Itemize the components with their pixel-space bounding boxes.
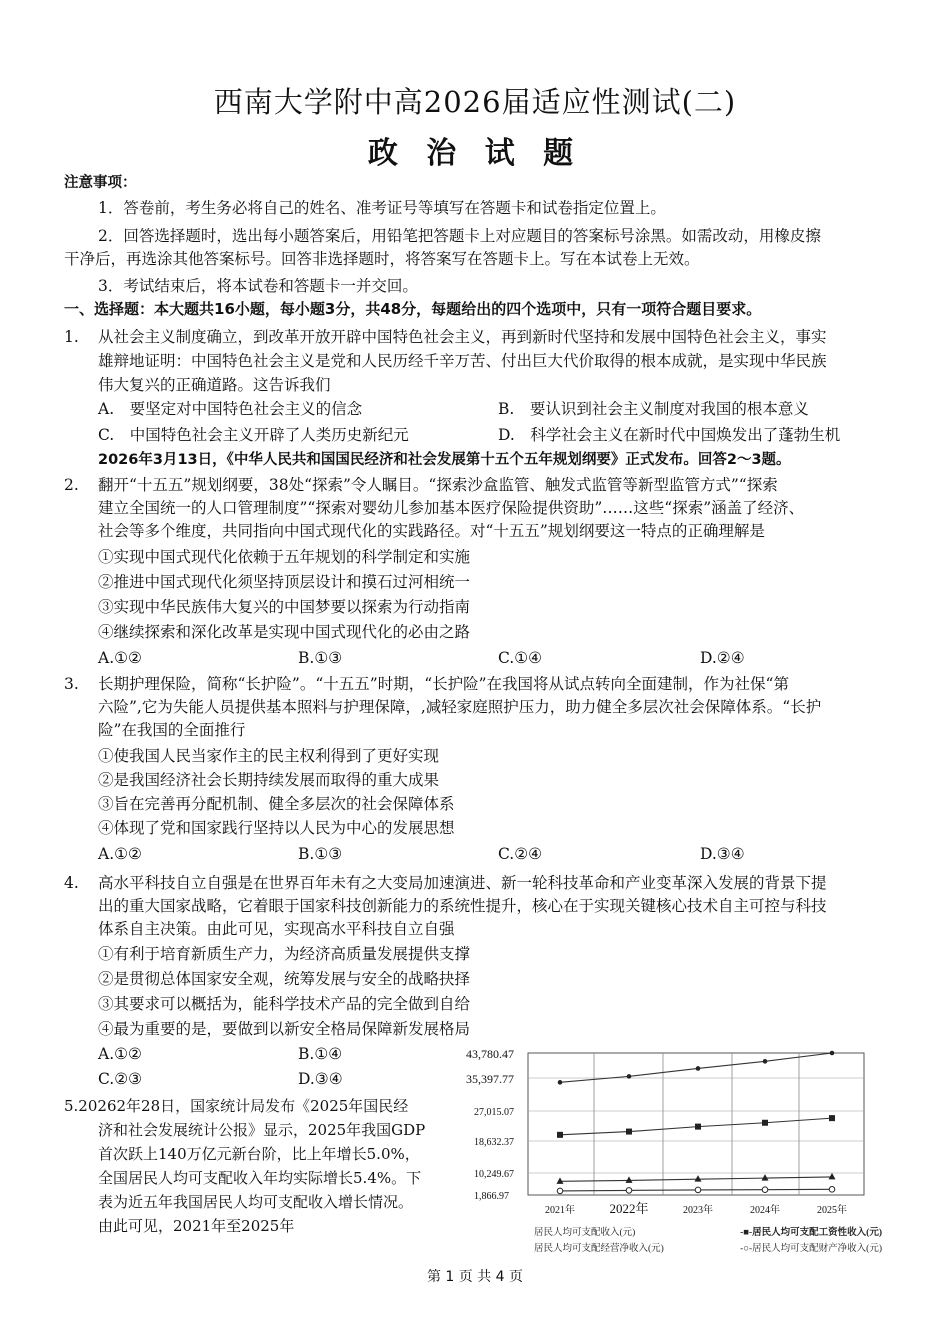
data-point xyxy=(695,1175,702,1182)
question-text: 险”在我国的全面推行 xyxy=(98,721,246,739)
question-text: 翻开“十五五”规划纲要，38处“探索”令人瞩目。“探索沙盒监管、触发式监管等新型监管方式”“探索 xyxy=(98,476,778,494)
data-point xyxy=(557,1188,563,1194)
option-d: D. 科学社会主义在新时代中国焕发出了蓬勃生机 xyxy=(498,426,841,444)
data-point xyxy=(830,1051,835,1056)
statement-item: ②是贯彻总体国家安全观，统筹发展与安全的战略抉择 xyxy=(98,970,471,988)
option-a: A. 要坚定对中国特色社会主义的信念 xyxy=(98,400,363,418)
y-tick-label: 35,397.77 xyxy=(466,1072,514,1086)
data-point xyxy=(829,1187,835,1193)
data-point xyxy=(626,1129,632,1135)
option-a: A.①② xyxy=(98,649,142,667)
question-text: 由此可见，2021年至2025年 xyxy=(98,1217,295,1235)
question-text: 首次跃上140万亿元新台阶，比上年增长5.0%， xyxy=(98,1145,420,1163)
legend-entry: 居民人均可支配经营净收入(元) xyxy=(534,1244,664,1254)
option-b: B.①④ xyxy=(298,1045,343,1063)
question-text: 出的重大国家战略，它着眼于国家科技创新能力的系统性提升，核心在于实现关键核心技术自主可控与科技 xyxy=(98,897,827,915)
statement-item: ④最为重要的是，要做到以新安全格局保障新发展格局 xyxy=(98,1020,471,1038)
data-point xyxy=(695,1187,701,1193)
option-c: C.①④ xyxy=(498,649,543,667)
notice-item: 1．答卷前，考生务必将自己的姓名、准考证号等填写在答题卡和试卷指定位置上。 xyxy=(98,199,666,217)
data-point xyxy=(762,1120,768,1126)
option-c: C.②③ xyxy=(98,1070,143,1088)
statement-item: ②是我国经济社会长期持续发展而取得的重大成果 xyxy=(98,771,440,789)
question-text: 社会等多个维度，共同指向中国式现代化的实践路径。对“十五五”规划纲要这一特点的正确理解是 xyxy=(98,522,765,540)
x-tick-label: 2023年 xyxy=(683,1205,713,1216)
data-point xyxy=(695,1124,701,1130)
question-text: 济和社会发展统计公报》显示，2025年我国GDP xyxy=(98,1121,426,1139)
option-c: C. 中国特色社会主义开辟了人类历史新纪元 xyxy=(98,426,409,444)
y-tick-label: 43,780.47 xyxy=(466,1047,514,1061)
statement-item: ①有利于培育新质生产力，为经济高质量发展提供支撑 xyxy=(98,945,471,963)
question-text: 表为近五年我国居民人均可支配收入增长情况。 xyxy=(98,1193,414,1211)
income-line-chart xyxy=(464,1045,884,1260)
statement-item: ③其要求可以概括为，能科学技术产品的完全做到自给 xyxy=(98,995,471,1013)
data-point xyxy=(626,1176,633,1183)
question-number: 1. xyxy=(64,328,79,346)
data-point xyxy=(626,1188,632,1194)
option-d: D.③④ xyxy=(298,1070,343,1088)
data-point xyxy=(557,1177,564,1184)
legend-entry: -■-居民人均可支配工资性收入(元) xyxy=(740,1228,882,1238)
page-footer: 第 1 页 共 4 页 xyxy=(426,1269,524,1285)
question-text: 建立全国统一的人口管理制度”“探索对婴幼儿参加基本医疗保险提供资助”……这些“探索”涵盖了经济、 xyxy=(98,499,805,517)
data-point xyxy=(696,1066,701,1071)
option-b: B. 要认识到社会主义制度对我国的根本意义 xyxy=(498,400,809,418)
question-text: 从社会主义制度确立，到改革开放开辟中国特色社会主义，再到新时代坚持和发展中国特色社会主义，事实 xyxy=(98,328,827,346)
exam-title: 西南大学附中高2026届适应性测试(二) xyxy=(213,85,737,119)
x-tick-label: 2024年 xyxy=(750,1205,780,1216)
x-tick-label: 2022年 xyxy=(609,1201,649,1216)
option-c: C.②④ xyxy=(498,845,543,863)
question-text: 六险”,它为失能人员提供基本照料与护理保障，,减轻家庭照护压力，助力健全多层次社会保障体系。“长护 xyxy=(98,698,822,716)
question-number: 3. xyxy=(64,675,79,693)
statement-item: ①使我国人民当家作主的民主权利得到了更好实现 xyxy=(98,747,440,765)
income-chart xyxy=(464,1045,884,1260)
section-heading: 一、选择题：本大题共16小题，每小题3分，共48分，每题给出的四个选项中，只有一项符合题目要求。 xyxy=(64,300,762,318)
question-text: 体系自主决策。由此可见，实现高水平科技自立自强 xyxy=(98,920,455,938)
x-tick-label: 2025年 xyxy=(817,1205,847,1216)
option-b: B.①③ xyxy=(298,649,343,667)
data-point xyxy=(557,1132,563,1138)
notice-heading: 注意事项： xyxy=(64,175,137,191)
data-point xyxy=(763,1059,768,1064)
legend-entry: -○-居民人均可支配财产净收入(元) xyxy=(740,1244,882,1254)
y-tick-label: 1,866.97 xyxy=(474,1191,509,1202)
statement-item: ④继续探索和深化改革是实现中国式现代化的必由之路 xyxy=(98,623,471,641)
data-point xyxy=(762,1187,768,1193)
legend-entry: 居民人均可支配收入(元) xyxy=(534,1228,636,1238)
statement-item: ③旨在完善再分配机制、健全多层次的社会保障体系 xyxy=(98,795,455,813)
material-note: 2026年3月13日，《中华人民共和国国民经济和社会发展第十五个五年规划纲要》正式发布。回答2～3题。 xyxy=(98,452,791,468)
option-a: A.①② xyxy=(98,1045,142,1063)
subject-title: 政 治 试 题 xyxy=(367,136,583,171)
question-text: 全国居民人均可支配收入年均实际增长5.4%。下 xyxy=(98,1169,422,1187)
notice-item: 3．考试结束后，将本试卷和答题卡一并交回。 xyxy=(98,277,418,295)
statement-item: ③实现中华民族伟大复兴的中国梦要以探索为行动指南 xyxy=(98,598,471,616)
y-tick-label: 27,015.07 xyxy=(474,1107,514,1118)
notice-item: 干净后，再选涂其他答案标号。回答非选择题时，将答案写在答题卡上。写在本试卷上无效。 xyxy=(64,250,700,268)
data-point xyxy=(627,1074,632,1079)
option-a: A.①② xyxy=(98,845,142,863)
y-tick-label: 10,249.67 xyxy=(474,1169,514,1180)
data-point xyxy=(762,1174,769,1181)
question-number: 4. xyxy=(64,874,79,892)
statement-item: ①实现中国式现代化依赖于五年规划的科学制定和实施 xyxy=(98,548,471,566)
question-text: 5.20262年28日，国家统计局发布《2025年国民经 xyxy=(64,1097,409,1115)
statement-item: ④体现了党和国家践行坚持以人民为中心的发展思想 xyxy=(98,819,455,837)
option-d: D.②④ xyxy=(700,649,745,667)
x-tick-label: 2021年 xyxy=(545,1205,575,1216)
question-text: 雄辩地证明：中国特色社会主义是党和人民历经千辛万苦、付出巨大代价取得的根本成就，是实现中华民族 xyxy=(98,352,827,370)
question-text: 伟大复兴的正确道路。这告诉我们 xyxy=(98,376,331,394)
data-point xyxy=(558,1080,563,1085)
notice-item: 2．回答选择题时，选出每小题答案后，用铅笔把答题卡上对应题目的答案标号涂黑。如需改动，用橡皮擦 xyxy=(98,227,821,245)
question-text: 长期护理保险，简称“长护险”。“十五五”时期，“长护险”在我国将从试点转向全面建制，作为社保“第 xyxy=(98,675,789,693)
y-tick-label: 18,632.37 xyxy=(474,1137,514,1148)
statement-item: ②推进中国式现代化须坚持顶层设计和摸石过河相统一 xyxy=(98,573,471,591)
data-point xyxy=(829,1173,836,1180)
question-number: 2. xyxy=(64,476,79,494)
data-point xyxy=(829,1115,835,1121)
question-text: 高水平科技自立自强是在世界百年未有之大变局加速演进、新一轮科技革命和产业变革深入发展的背景下提 xyxy=(98,874,827,892)
option-d: D.③④ xyxy=(700,845,745,863)
option-b: B.①③ xyxy=(298,845,343,863)
